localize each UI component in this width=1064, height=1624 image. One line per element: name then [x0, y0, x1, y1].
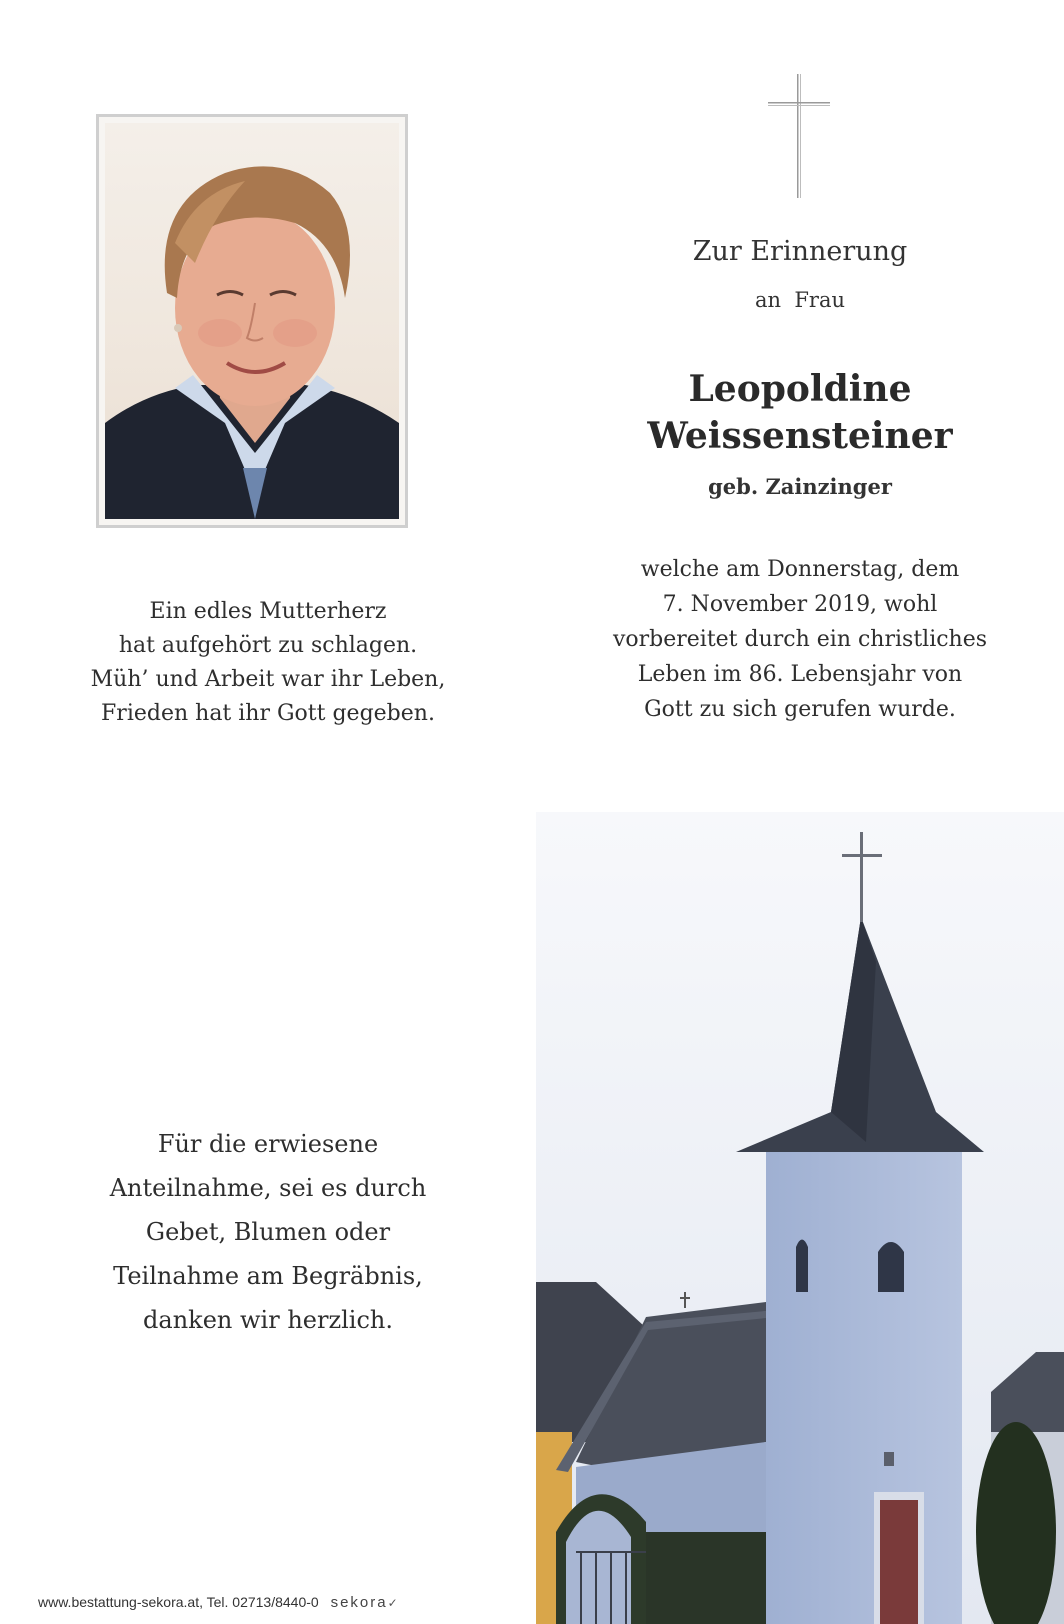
bird-icon: ✓ — [387, 1596, 398, 1610]
verse-line: hat aufgehört zu schlagen. — [118, 633, 418, 658]
thanks-line: Gebet, Blumen oder — [145, 1218, 391, 1246]
notice-line: Gott zu sich gerufen wurde. — [644, 697, 956, 722]
salutation: an Frau — [754, 288, 846, 312]
thanks-panel — [0, 812, 536, 1624]
thanks-text — [40, 1122, 496, 1342]
memorial-panel — [536, 0, 1064, 812]
portrait-panel — [0, 0, 536, 812]
notice-line: vorbereitet durch ein christliches — [612, 627, 988, 652]
memorial-verse — [40, 595, 496, 731]
portrait-photo-frame — [96, 114, 408, 528]
first-name: Leopoldine — [688, 368, 912, 410]
verse-line: Frieden hat ihr Gott gegeben. — [101, 701, 435, 726]
latin-cross-icon — [766, 72, 832, 200]
church-photo — [536, 812, 1064, 1624]
footer-contact: www.bestattung-sekora.at, Tel. 02713/8440-0 — [38, 1594, 319, 1610]
portrait-illustration — [105, 123, 399, 519]
portrait-photo — [105, 123, 399, 519]
notice-line: welche am Donnerstag, dem — [640, 557, 960, 582]
thanks-line: Anteilnahme, sei es durch — [109, 1174, 427, 1202]
footer — [38, 1594, 398, 1611]
notice-line: 7. November 2019, wohl — [662, 592, 938, 617]
thanks-line: danken wir herzlich. — [143, 1306, 393, 1334]
sekora-logo: sekora — [330, 1594, 388, 1611]
thanks-line: Teilnahme am Begräbnis, — [113, 1262, 423, 1290]
last-name: Weissensteiner — [647, 415, 953, 457]
memorial-heading: Zur Erinnerung — [692, 236, 908, 267]
death-notice-text — [590, 552, 1010, 727]
birth-name: geb. Zainzinger — [708, 474, 892, 499]
church-photo-panel — [536, 812, 1064, 1624]
thanks-line: Für die erwiesene — [157, 1130, 379, 1158]
notice-line: Leben im 86. Lebensjahr von — [637, 662, 963, 687]
verse-line: Müh’ und Arbeit war ihr Leben, — [90, 667, 446, 692]
verse-line: Ein edles Mutterherz — [149, 599, 387, 624]
